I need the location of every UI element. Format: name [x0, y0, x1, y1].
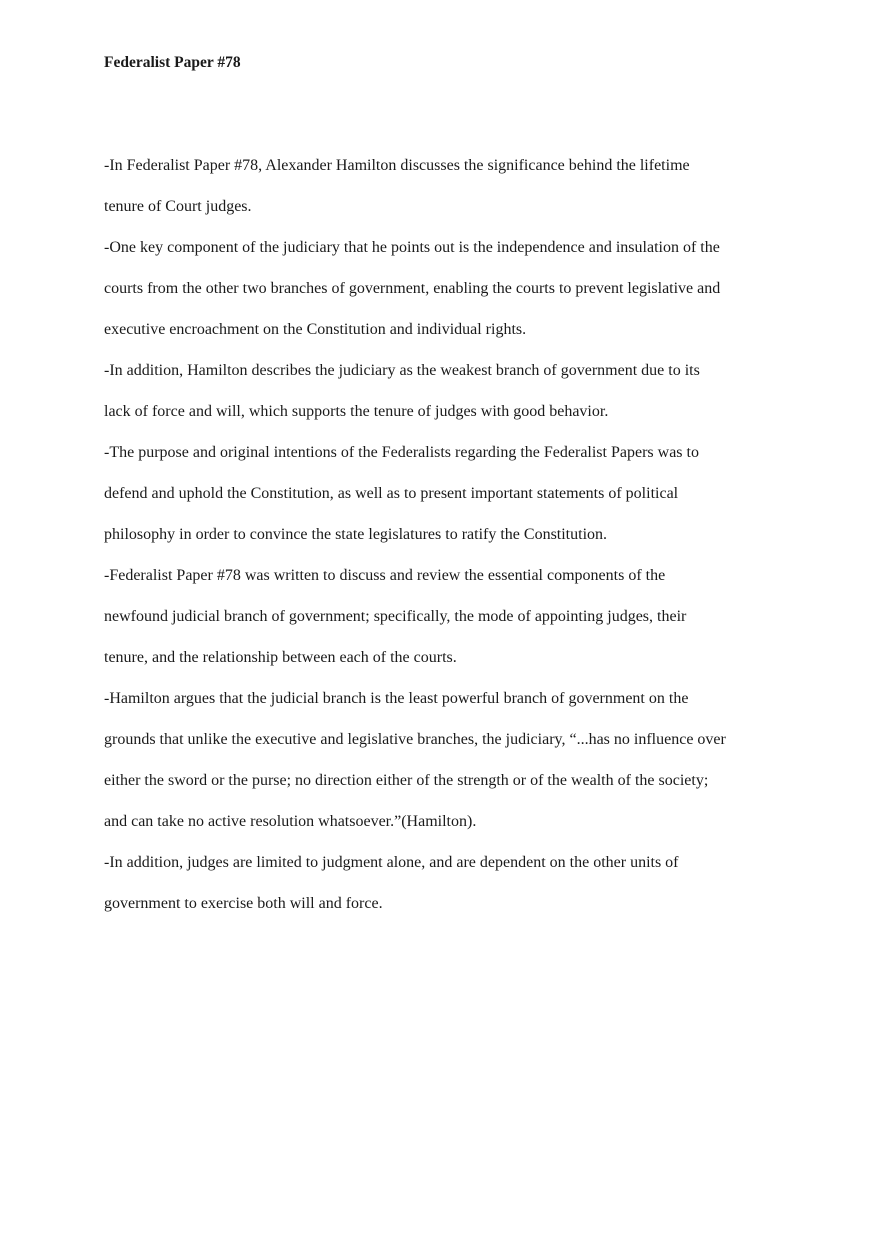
text-line: courts from the other two branches of government, enabling the courts to prevent legislative and [104, 280, 721, 297]
document-body [104, 145, 804, 924]
text-line: executive encroachment on the Constitution and individual rights. [104, 321, 527, 338]
text-line: government to exercise both will and force. [104, 895, 383, 912]
text-line: grounds that unlike the executive and legislative branches, the judiciary, “...has no influence over [104, 731, 726, 748]
text-line: -In Federalist Paper #78, Alexander Hamilton discusses the significance behind the lifetime [104, 157, 690, 174]
text-line: -In addition, judges are limited to judgment alone, and are dependent on the other units of [104, 854, 679, 871]
text-line: -In addition, Hamilton describes the judiciary as the weakest branch of government due to its [104, 362, 700, 379]
text-line: newfound judicial branch of government; specifically, the mode of appointing judges, their [104, 608, 687, 625]
text-line: -Hamilton argues that the judicial branch is the least powerful branch of government on the [104, 690, 689, 707]
text-line: tenure, and the relationship between each of the courts. [104, 649, 457, 666]
document-title: Federalist Paper #78 [104, 54, 241, 71]
text-line: philosophy in order to convince the state legislatures to ratify the Constitution. [104, 526, 608, 543]
text-line: -One key component of the judiciary that he points out is the independence and insulation of the [104, 239, 720, 256]
text-line: and can take no active resolution whatsoever.”(Hamilton). [104, 813, 477, 830]
text-line: defend and uphold the Constitution, as well as to present important statements of political [104, 485, 679, 502]
text-line: lack of force and will, which supports the tenure of judges with good behavior. [104, 403, 609, 420]
text-line: -The purpose and original intentions of the Federalists regarding the Federalist Papers was to [104, 444, 699, 461]
text-line: tenure of Court judges. [104, 198, 252, 215]
text-line: -Federalist Paper #78 was written to discuss and review the essential components of the [104, 567, 666, 584]
text-line: either the sword or the purse; no direction either of the strength or of the wealth of the society; [104, 772, 709, 789]
